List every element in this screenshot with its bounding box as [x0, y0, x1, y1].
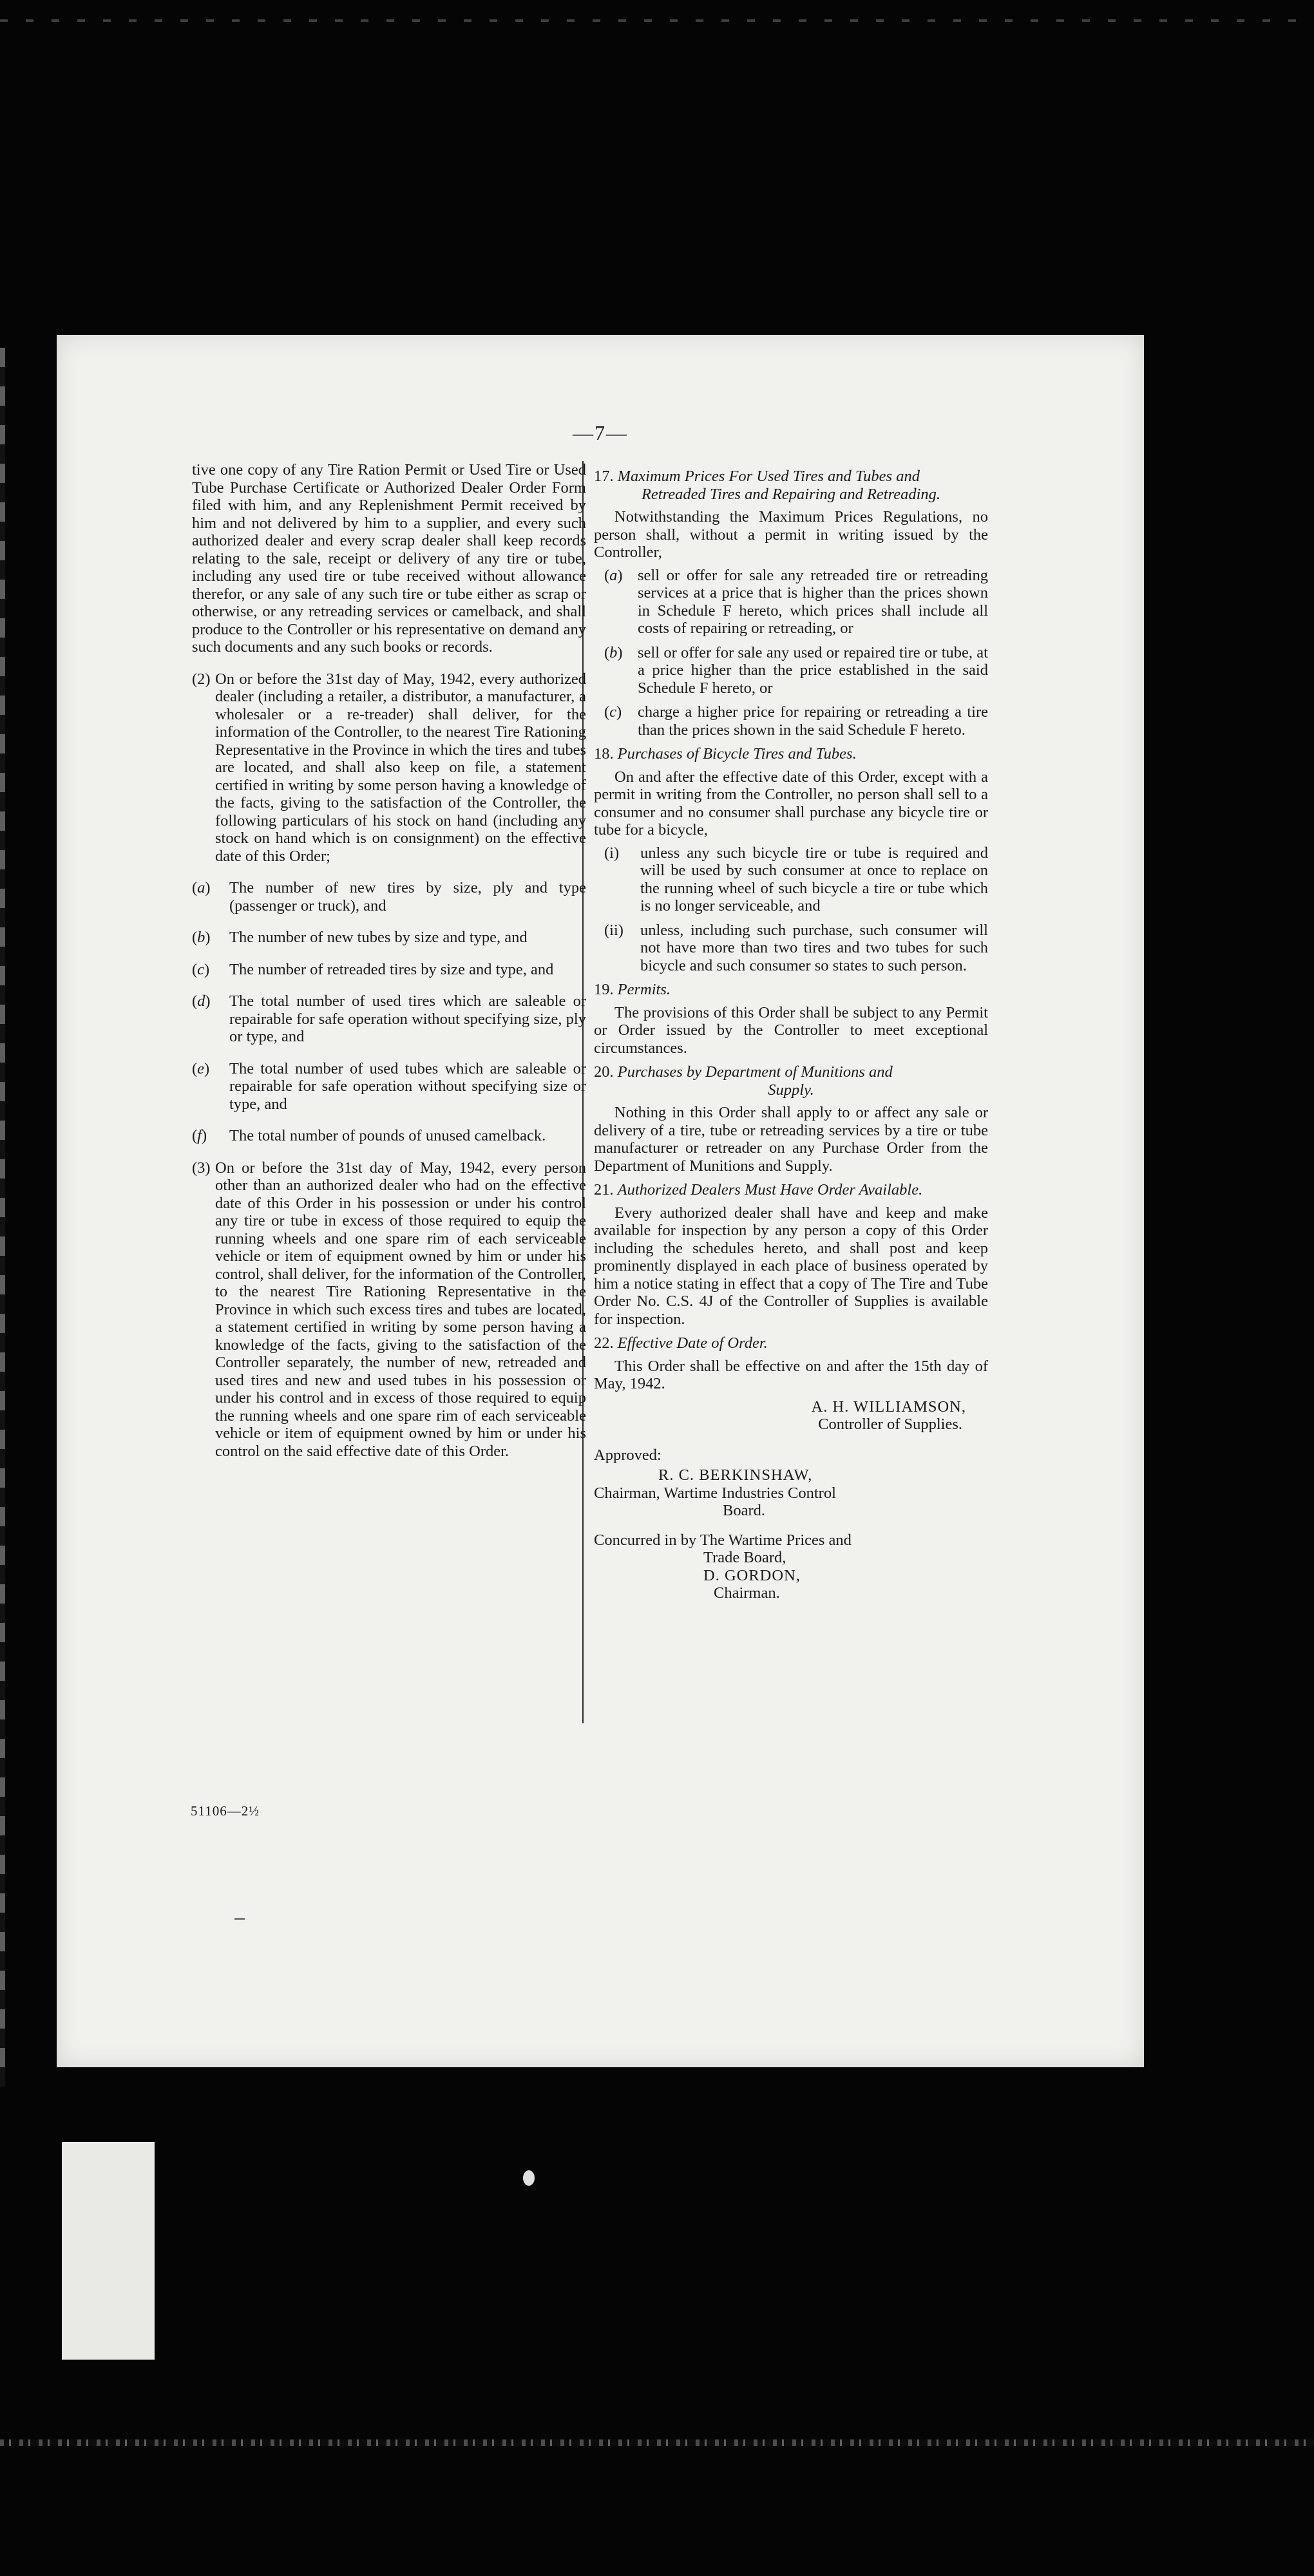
subsection-number: (3) — [192, 1159, 211, 1177]
section-title: Purchases by Department of Munitions and — [617, 1063, 893, 1081]
subsection-text: On or before the 31st day of May, 1942, every person other than an authorized dealer who had on the effective date of this Order in his possession or under his control any tire or tube in excess of those required to equip the running wheels and one spare rim of each serviceable vehicle or item of equipment owned by him or under his control, shall deliver, for the information of the Controller, to the nearest Tire Rationing Representative in the Province in which such excess tires and tubes are located, a statement certified in writing by some person having a knowledge of the facts, giving to the satisfaction of the Controller separately, the number of new, retreaded and used tires and new and used tubes in his possession or under his control and in excess of those required to equip the running wheels and one spare rim of each serviceable vehicle or item of equipment owned by him or under his control on the said effective date of this Order. — [215, 1159, 586, 1460]
left-column — [192, 461, 586, 1474]
section-number: 20. — [594, 1063, 614, 1081]
scan-target-card — [62, 2142, 155, 2360]
list-item — [604, 844, 988, 915]
section-22-text: This Order shall be effective on and after the 15th day of May, 1942. — [594, 1357, 988, 1392]
item-label: c — [609, 703, 617, 721]
section-title: Effective Date of Order. — [617, 1334, 768, 1352]
list-item — [604, 922, 988, 975]
section-title: Purchases of Bicycle Tires and Tubes. — [617, 745, 857, 762]
list-item: (d) The total number of used tires which are saleable or repairable for safe operation without specifying size, ply or type, and — [192, 992, 586, 1045]
list-item: (b) The number of new tubes by size and type, and — [192, 929, 586, 947]
section-21-text: Every authorized dealer shall have and keep and make available for inspection by any person a copy of this Order including the schedules hereto, and shall post and keep prominently displayed in each place of business operated by him a notice stating in effect that a copy of The Tire and Tube Order No. C.S. 4J of the Controller of Supplies is available for inspection. — [594, 1204, 988, 1328]
item-label: f — [197, 1127, 202, 1144]
item-label: a — [609, 566, 618, 584]
item-text: sell or offer for sale any used or repaired tire or tube, at a price higher than the price established in the said Schedule F hereto, or — [638, 643, 988, 697]
section-title-cont: Supply. — [768, 1081, 814, 1099]
item-label: c — [197, 960, 205, 978]
item-text: The total number of pounds of unused camelback. — [229, 1127, 546, 1144]
item-text: unless any such bicycle tire or tube is required and will be used by such consumer at once to replace on the running wheel of such bicycle a tire or tube which is no longer serviceable, and — [640, 844, 988, 914]
section-number: 19. — [594, 981, 614, 998]
section-18-heading — [594, 745, 988, 763]
section-number: 21. — [594, 1181, 614, 1198]
scan-left-edge — [0, 348, 5, 2087]
scan-top-band — [0, 19, 1314, 22]
item-label: (i) — [604, 844, 620, 862]
section-title: Maximum Prices For Used Tires and Tubes and — [617, 468, 920, 485]
item-text: charge a higher price for repairing or retreading a tire than the prices shown in the said Schedule F hereto. — [638, 703, 988, 739]
section-21-heading — [594, 1181, 988, 1199]
item-label: d — [197, 992, 205, 1010]
item-text: The total number of used tubes which are saleable or repairable for safe operation without specifying size or type, and — [229, 1059, 586, 1113]
subsection-text: On or before the 31st day of May, 1942, every authorized dealer (including a retailer, a distributor, a manufacturer, a wholesaler or a re-treader) shall deliver, for the information of the Controller, to the nearest Tire Rationing Representative in the Province in which the tires and tubes are located, and shall also keep on file, a statement certified in writing by some person having a knowledge of the facts, giving to the satisfaction of the Controller, the following particulars of his stock on hand (including any stock on hand which is on consignment) on the effective date of this Order; — [215, 670, 586, 865]
item-label: e — [197, 1059, 205, 1077]
approver-title-cont: Board. — [723, 1502, 765, 1519]
signer-title: Controller of Supplies. — [818, 1416, 962, 1433]
continued-paragraph: tive one copy of any Tire Ration Permit or Used Tire or Used Tube Purchase Certificate or Authorized Dealer Order Form filed with him, and any Replenishment Permit received by him and not delivered by him to a supplier, and every such authorized dealer and every scrap dealer shall keep records relating to the sale, receipt or delivery of any tire or tube, including any used tire or tube received without allowance therefor, or any sale of any such tire or tube either as scrap or otherwise, or any retreading services or camelback, and shall produce to the Controller or his representative on demand any such documents and any such books or records. — [192, 461, 586, 656]
item-text: sell or offer for sale any retreaded tire or retreading services at a price that is higher than the prices shown in Schedule F hereto, which prices shall include all costs of repairing or retreading, or — [638, 566, 988, 637]
list-item: (b) sell or offer for sale any used or repaired tire or tube, at a price higher than the price established in the said Schedule F hereto, or — [604, 643, 988, 697]
right-column — [594, 461, 988, 1602]
item-label: (ii) — [604, 921, 624, 939]
section-title: Permits. — [617, 981, 671, 998]
list-item: (a) sell or offer for sale any retreaded tire or retreading services at a price that is higher than the prices shown in Schedule F hereto, which prices shall include all costs of repairing or retreading, or — [604, 566, 988, 637]
section-17-heading — [594, 468, 988, 503]
concurred-line-cont: Trade Board, — [703, 1549, 786, 1566]
scan-speck — [523, 2170, 535, 2186]
section-17-intro: Notwithstanding the Maximum Prices Regulations, no person shall, without a permit in writing issued by the Controller, — [594, 508, 988, 561]
print-code: 51106—2½ — [191, 1803, 260, 1819]
subsection-2 — [192, 670, 586, 866]
document-page — [57, 335, 1144, 2067]
approver-name: R. C. BERKINSHAW, — [658, 1466, 813, 1484]
concurrer-title: Chairman. — [714, 1584, 780, 1602]
item-text: The number of new tires by size, ply and type (passenger or truck), and — [229, 879, 586, 914]
approved-label: Approved: — [594, 1446, 662, 1464]
list-item: (e) The total number of used tubes which are saleable or repairable for safe operation without specifying size or type, and — [192, 1059, 586, 1113]
signer-name: A. H. WILLIAMSON, — [811, 1397, 966, 1416]
subsection-3 — [192, 1159, 586, 1461]
section-number: 18. — [594, 745, 614, 762]
section-19-heading — [594, 981, 988, 999]
concurred-line: Concurred in by The Wartime Prices and — [594, 1531, 852, 1549]
section-20-heading — [594, 1063, 988, 1099]
item-label: b — [609, 643, 618, 661]
item-text: The number of new tubes by size and type, and — [229, 929, 528, 946]
scan-mark — [234, 1918, 245, 1920]
section-20-text: Nothing in this Order shall apply to or affect any sale or delivery of a tire, tube or retreading services by a tire or tube manufacturer or retreader on any Purchase Order from the Department of Munitions and Supply. — [594, 1104, 988, 1175]
approver-title: Chairman, Wartime Industries Control — [594, 1484, 836, 1502]
subsection-number: (2) — [192, 670, 211, 688]
section-22-heading — [594, 1334, 988, 1352]
list-item: (a) The number of new tires by size, ply and type (passenger or truck), and — [192, 879, 586, 914]
section-title-cont: Retreaded Tires and Repairing and Retreading. — [641, 485, 941, 503]
item-label: b — [197, 929, 205, 946]
section-number: 17. — [594, 468, 614, 485]
item-text: The number of retreaded tires by size and type, and — [229, 960, 554, 978]
list-item: (c) The number of retreaded tires by size and type, and — [192, 961, 586, 979]
list-item: (f) The total number of pounds of unused camelback. — [192, 1127, 586, 1145]
scan-bottom-band — [0, 2439, 1314, 2446]
item-text: unless, including such purchase, such consumer will not have more than two tires and two tubes for such bicycle and such consumer so states to such person. — [640, 921, 988, 974]
page-number: —7— — [573, 421, 628, 444]
section-19-text: The provisions of this Order shall be subject to any Permit or Order issued by the Controller to meet exceptional circumstances. — [594, 1003, 988, 1057]
item-text: The total number of used tires which are saleable or repairable for safe operation without specifying size, ply or type, and — [229, 992, 586, 1045]
section-title: Authorized Dealers Must Have Order Available. — [617, 1181, 923, 1198]
concurrer-name: D. GORDON, — [703, 1566, 801, 1584]
list-item: (c) charge a higher price for repairing or retreading a tire than the prices shown in the said Schedule F hereto. — [604, 703, 988, 739]
section-number: 22. — [594, 1334, 614, 1352]
section-18-intro: On and after the effective date of this Order, except with a permit in writing from the Controller, no person shall sell to a consumer and no consumer shall purchase any bicycle tire or tube for a bicycle, — [594, 768, 988, 838]
item-label: a — [197, 879, 205, 896]
